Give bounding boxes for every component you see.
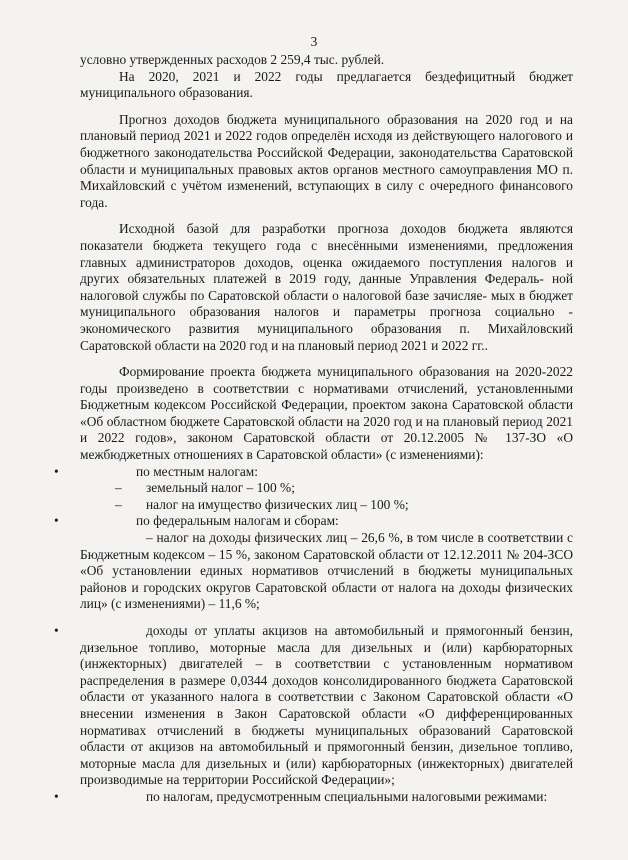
paragraph: На 2020, 2021 и 2022 годы предлагается бездефицитный бюджет муниципального образования. — [80, 68, 573, 101]
dash-icon: – — [115, 496, 122, 512]
bullet-icon: • — [54, 463, 59, 479]
list-item — [54, 788, 573, 806]
bullet-icon: • — [54, 513, 59, 529]
list-item-label: по местным налогам: — [136, 463, 258, 479]
dash-icon: – — [115, 480, 122, 496]
document-body — [54, 52, 573, 806]
list-item-text: налог на имущество физических лиц – 100 %; — [146, 496, 409, 512]
list-item-text: земельный налог – 100 %; — [146, 480, 295, 496]
bullet-icon: • — [54, 623, 59, 638]
special-regimes-text: по налогам, предусмотренным специальными налоговыми режимами: — [146, 788, 548, 804]
list-item — [80, 497, 573, 514]
dash-icon: – — [146, 530, 153, 546]
paragraph: Формирование проекта бюджета муниципального образования на 2020-2022 годы произведено в соответствии с нормативами отчислений, установленными Бюджетным кодексом Российской Федерации, проектом закона Саратовской области «Об областном бюджете Саратовской области на 2020 год и на плановый период 2021 и 2022 годов», законом Саратовской области от 20.12.2005 № 137-ЗО «О межбюджетных отношениях в Саратовской области» (с изменениями): — [80, 364, 573, 463]
bullet-icon: • — [54, 788, 59, 804]
paragraph: Исходной базой для разработки прогноза доходов бюджета являются показатели бюджета текущего года с внесёнными изменениями, предложения главных администраторов доходов, оценка ожидаемого поступления налогов и других обязательных платежей в 2019 году, данные Управления Федераль- ной налоговой службы по Саратовской области о налоговой базе зачисляе- мых в бюджет муниципального образования налогов и параметры прогноза социально - экономического развития муниципального образования п. Михайловский Саратовской области на 2020 год и на плановый период 2021 и 2022 гг.. — [80, 221, 573, 353]
excise-text: доходы от уплаты акцизов на автомобильный и прямогонный бензин, дизельное топливо, моторные масла для дизельных и (или) карбюраторных (инжекторных) двигателей – в соответствии с установленным нормативом распределения в размере 0,0344 доходов консолидированного бюджета Саратовской области от указанного налога в соответствии с Законом Саратовской области «О внесении изменения в Закон Саратовской области «О дифференцированных нормативах отчислений в бюджеты муниципальных образований Саратовской области от акцизов на автомобильный и прямогонный бензин, дизельное топливо, моторные масла для дизельных и (или) карбюраторных (инжекторных) двигателей производимые на территории Российской Федерации»; — [80, 623, 573, 788]
page-number: 3 — [310, 34, 318, 49]
list-item — [54, 623, 573, 789]
list-item — [54, 513, 573, 530]
list-item-label: по федеральным налогам и сборам: — [136, 513, 339, 529]
paragraph: условно утвержденных расходов 2 259,4 тыс. рублей. — [80, 52, 385, 67]
paragraph: Прогноз доходов бюджета муниципального образования на 2020 год и на плановый период 2021 и 2022 годов определён исходя из действующего налогового и бюджетного законодательства Российской Федерации, законодательства Саратовской области и муниципальных правовых актов органов местного самоуправления МО п. Михайловский с учётом изменений, вступающих в силу с очередного финансового года. — [80, 111, 573, 210]
list-item — [80, 480, 573, 497]
list-item-text — [80, 530, 573, 613]
list-item — [54, 463, 573, 481]
income-tax-text: налог на доходы физических лиц – 26,6 %, в том числе в соответствии с Бюджетным кодексом – 15 %, законом Саратовской области от 12.12.2011 № 204-ЗСО «Об установлении единых нормативов отчислений в бюджеты муниципальных районов и городских округов Саратовской области от налога на доходы физических лиц» (с изменениями) – 11,6 %; — [80, 530, 573, 612]
